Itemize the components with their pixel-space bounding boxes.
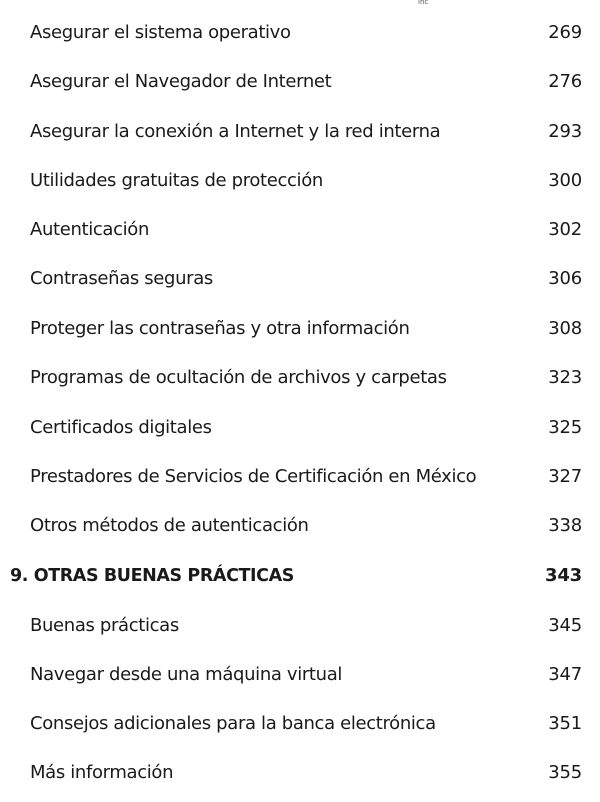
toc-entry-title: Asegurar el sistema operativo xyxy=(30,22,291,43)
toc-entry xyxy=(0,69,600,109)
toc-chapter-heading xyxy=(0,563,600,603)
toc-entry xyxy=(0,513,600,553)
toc-entry-page: 347 xyxy=(548,664,582,685)
toc-entry-title: Programas de ocultación de archivos y carpetas xyxy=(30,367,447,388)
toc-entry xyxy=(0,365,600,405)
toc-entry xyxy=(0,415,600,455)
toc-entry-title: Autenticación xyxy=(30,219,150,240)
toc-entry-page: 338 xyxy=(548,515,582,536)
page-header-fragment: ınc xyxy=(418,0,429,4)
toc-entry xyxy=(0,168,600,208)
toc-entry-page: 276 xyxy=(548,71,582,92)
toc-entry-page: 355 xyxy=(548,762,582,783)
toc-chapter-page: 343 xyxy=(545,565,582,586)
toc-entry xyxy=(0,316,600,356)
toc-entry-page: 325 xyxy=(548,417,582,438)
toc-entry-title: Consejos adicionales para la banca electrónica xyxy=(30,713,436,734)
toc-entry-title: Prestadores de Servicios de Certificación en México xyxy=(30,466,477,487)
toc-entry-title: Buenas prácticas xyxy=(30,615,179,636)
toc-entry-title: Certificados digitales xyxy=(30,417,212,438)
toc-entry-title: Navegar desde una máquina virtual xyxy=(30,664,343,685)
toc-entry-page: 327 xyxy=(548,466,582,487)
toc-entry-page: 351 xyxy=(548,713,582,734)
toc-entry-page: 323 xyxy=(548,367,582,388)
toc-chapter-title: 9. OTRAS BUENAS PRÁCTICAS xyxy=(10,566,294,586)
toc-entry xyxy=(0,464,600,504)
toc-entry-title: Otros métodos de autenticación xyxy=(30,515,309,536)
toc-entry xyxy=(0,20,600,60)
toc-entry xyxy=(0,217,600,257)
toc-entry-page: 269 xyxy=(548,22,582,43)
toc-entry-title: Asegurar la conexión a Internet y la red interna xyxy=(30,121,441,142)
toc-entry-page: 345 xyxy=(548,615,582,636)
toc-entry-page: 293 xyxy=(548,121,582,142)
toc-entry-page: 302 xyxy=(548,219,582,240)
toc-entry-title: Asegurar el Navegador de Internet xyxy=(30,71,332,92)
toc-entry xyxy=(0,760,600,800)
toc-entry xyxy=(0,662,600,702)
toc-entry xyxy=(0,266,600,306)
toc-entry-title: Más información xyxy=(30,762,174,783)
toc-entry-page: 300 xyxy=(548,170,582,191)
toc-entry-title: Utilidades gratuitas de protección xyxy=(30,170,323,191)
toc-entry xyxy=(0,119,600,159)
toc-entry-title: Proteger las contraseñas y otra información xyxy=(30,318,410,339)
toc-entry xyxy=(0,711,600,751)
toc-entry-page: 308 xyxy=(548,318,582,339)
toc-entry xyxy=(0,613,600,653)
toc-entry-title: Contraseñas seguras xyxy=(30,268,213,289)
toc-entry-page: 306 xyxy=(548,268,582,289)
